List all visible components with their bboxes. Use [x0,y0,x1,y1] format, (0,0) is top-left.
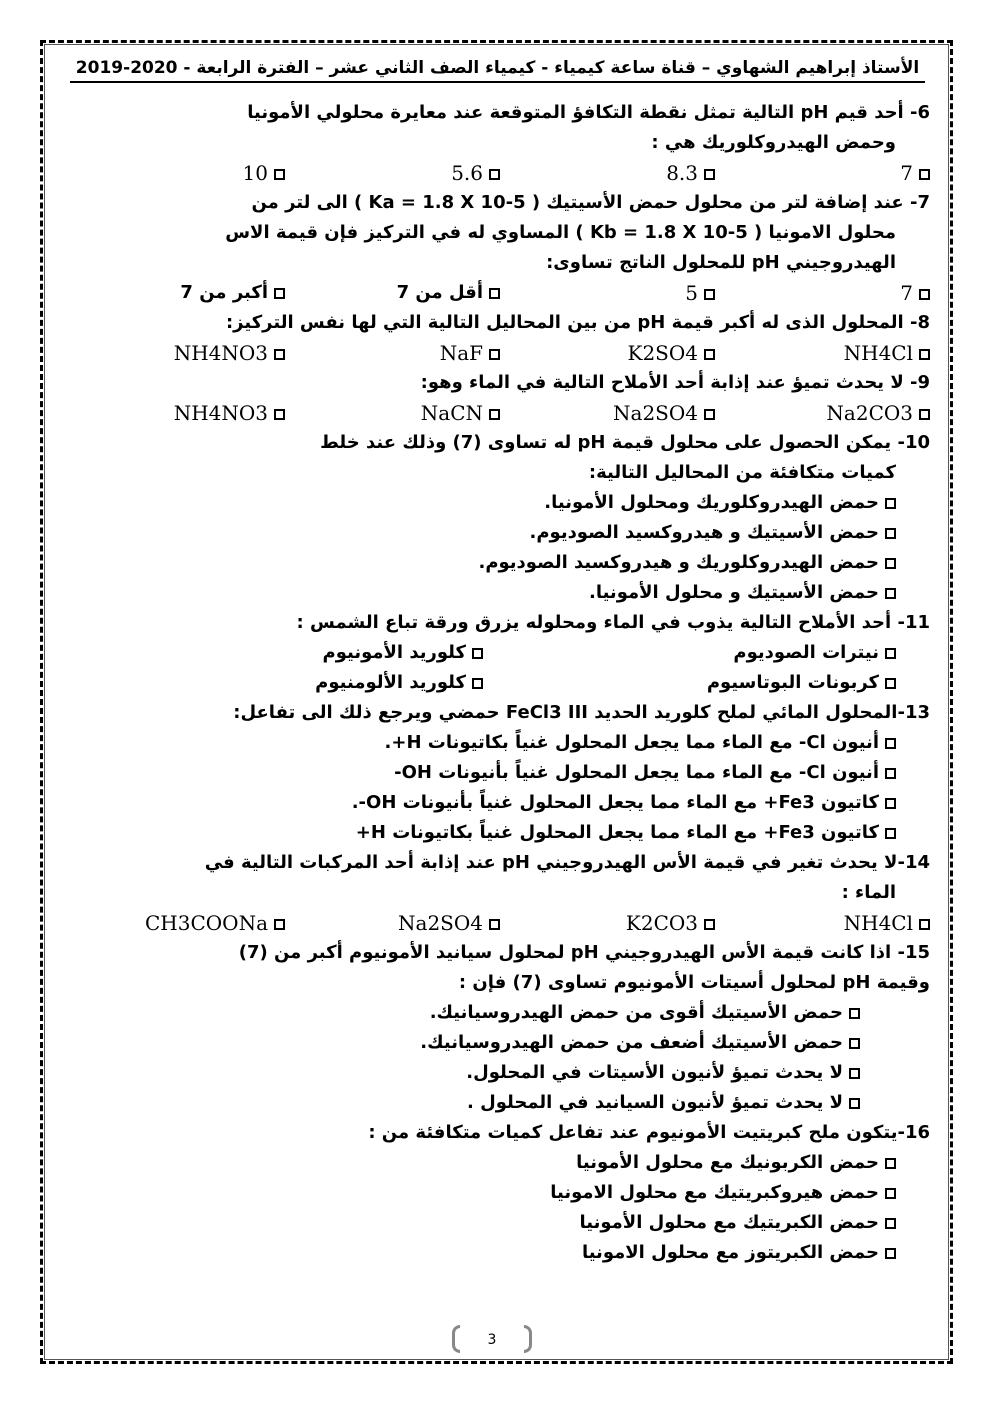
q6-option[interactable]: 10 [70,158,285,188]
q10-option[interactable]: حمض الأسيتيك و محلول الأمونيا. [70,578,930,608]
q7-option[interactable]: 5 [500,278,715,308]
checkbox-icon[interactable] [919,919,930,930]
q13-option[interactable]: أنيون Cl- مع الماء مما يجعل المحلول غنياً بكاتيونات H+. [70,728,930,758]
q11-option[interactable]: كلوريد الأمونيوم [70,638,483,668]
q7-line3: الهيدروجيني pH للمحلول الناتج تساوى: [546,252,896,273]
q7-option[interactable]: أكبر من 7 [70,278,285,308]
q11-option[interactable]: كربونات البوتاسيوم [483,668,896,698]
checkbox-icon[interactable] [849,1068,860,1079]
q9-options [70,398,930,428]
q16-option[interactable]: حمض الكبريتيك مع محلول الأمونيا [70,1208,930,1238]
q7-line1: 7- عند إضافة لتر من محلول حمض الأسيتيك ( Ka = 1.8 X 10-5 ) الى لتر من [251,192,930,213]
q14-option[interactable]: CH3COONa [70,908,285,938]
checkbox-icon[interactable] [274,409,285,420]
q8-option[interactable]: K2SO4 [500,338,715,368]
q15-option[interactable]: لا يحدث تميؤ لأنيون الأسيتات في المحلول. [70,1058,930,1088]
checkbox-icon[interactable] [472,648,483,659]
q16-option[interactable]: حمض الكربونيك مع محلول الأمونيا [70,1148,930,1178]
q6-line2: وحمض الهيدروكلوريك هي : [651,132,896,153]
checkbox-icon[interactable] [274,349,285,360]
checkbox-icon[interactable] [704,169,715,180]
q10-option[interactable]: حمض الأسيتيك و هيدروكسيد الصوديوم. [70,518,930,548]
q10-option[interactable]: حمض الهيدروكلوريك ومحلول الأمونيا. [70,488,930,518]
checkbox-icon[interactable] [919,409,930,420]
q14-option[interactable]: K2CO3 [500,908,715,938]
q15-option[interactable]: حمض الأسيتيك أقوى من حمض الهيدروسيانيك. [70,998,930,1028]
checkbox-icon[interactable] [849,1038,860,1049]
q8-options [70,338,930,368]
checkbox-icon[interactable] [885,678,896,689]
q11-line1: 11- أحد الأملاح التالية يذوب في الماء ومحلوله يزرق ورقة تباع الشمس : [296,612,930,633]
q6-option[interactable]: 8.3 [500,158,715,188]
checkbox-icon[interactable] [885,528,896,539]
checkbox-icon[interactable] [704,289,715,300]
q8-line1: 8- المحلول الذى له أكبر قيمة pH من بين المحاليل التالية التي لها نفس التركيز: [225,312,930,333]
checkbox-icon[interactable] [704,349,715,360]
q11-option[interactable]: نيترات الصوديوم [483,638,896,668]
q10-option[interactable]: حمض الهيدروكلوريك و هيدروكسيد الصوديوم. [70,548,930,578]
checkbox-icon[interactable] [472,678,483,689]
q7-options [70,278,930,308]
q15-line2: وقيمة pH لمحلول أسيتات الأمونيوم تساوى (7) فإن : [458,972,930,993]
q10-line2: كميات متكافئة من المحاليل التالية: [588,462,896,483]
q16-line1: 16-يتكون ملح كبريتيت الأمونيوم عند تفاعل كميات متكافئة من : [368,1122,930,1143]
q14-option[interactable]: NH4Cl [715,908,930,938]
q11-options-row1 [70,638,930,668]
q13-option[interactable]: كاتيون Fe3+ مع الماء مما يجعل المحلول غنياً بكاتيونات H+ [70,818,930,848]
q14-option[interactable]: Na2SO4 [285,908,500,938]
checkbox-icon[interactable] [849,1008,860,1019]
q8-option[interactable]: NH4Cl [715,338,930,368]
q9-option[interactable]: NaCN [285,398,500,428]
q15-option[interactable]: حمض الأسيتيك أضعف من حمض الهيدروسيانيك. [70,1028,930,1058]
checkbox-icon[interactable] [885,1158,896,1169]
questions [70,98,930,1268]
q7-option[interactable]: 7 [715,278,930,308]
checkbox-icon[interactable] [885,498,896,509]
q11-option[interactable]: كلوريد الألومنيوم [70,668,483,698]
checkbox-icon[interactable] [885,558,896,569]
q14-line2: الماء : [841,882,896,903]
q7-option[interactable]: أقل من 7 [285,278,500,308]
q11-options-row2 [70,668,930,698]
bracket-left-icon [452,1325,460,1353]
checkbox-icon[interactable] [919,289,930,300]
q16-option[interactable]: حمض هيروكبريتيك مع محلول الامونيا [70,1178,930,1208]
q8-option[interactable]: NaF [285,338,500,368]
checkbox-icon[interactable] [849,1098,860,1109]
checkbox-icon[interactable] [489,169,500,180]
checkbox-icon[interactable] [919,169,930,180]
checkbox-icon[interactable] [274,288,285,299]
q6-line1: 6- أحد قيم pH التالية تمثل نقطة التكافؤ المتوقعة عند معايرة محلولي الأمونيا [247,102,930,123]
q8-option[interactable]: NH4NO3 [70,338,285,368]
q14-options [70,908,930,938]
checkbox-icon[interactable] [885,588,896,599]
checkbox-icon[interactable] [885,768,896,779]
checkbox-icon[interactable] [885,648,896,659]
q13-option[interactable]: كاتيون Fe3+ مع الماء مما يجعل المحلول غنياً بأنيونات OH-. [70,788,930,818]
checkbox-icon[interactable] [489,919,500,930]
checkbox-icon[interactable] [919,349,930,360]
q16-option[interactable]: حمض الكبريتوز مع محلول الامونيا [70,1238,930,1268]
page-number: 3 [452,1325,532,1355]
q9-line1: 9- لا يحدث تميؤ عند إذابة أحد الأملاح التالية في الماء وهو: [420,372,930,393]
checkbox-icon[interactable] [489,409,500,420]
checkbox-icon[interactable] [885,1188,896,1199]
bracket-right-icon [524,1325,532,1353]
q10-line1: 10- يمكن الحصول على محلول قيمة pH له تساوى (7) وذلك عند خلط [320,432,930,453]
checkbox-icon[interactable] [274,919,285,930]
checkbox-icon[interactable] [885,738,896,749]
q9-option[interactable]: NH4NO3 [70,398,285,428]
checkbox-icon[interactable] [489,288,500,299]
checkbox-icon[interactable] [704,409,715,420]
q6-option[interactable]: 5.6 [285,158,500,188]
checkbox-icon[interactable] [885,798,896,809]
q15-line1: 15- اذا كانت قيمة الأس الهيدروجيني pH لمحلول سيانيد الأمونيوم أكبر من (7) [238,942,930,963]
q13-option[interactable]: أنيون Cl- مع الماء مما يجعل المحلول غنياً بأنيونات OH- [70,758,930,788]
checkbox-icon[interactable] [704,919,715,930]
checkbox-icon[interactable] [489,349,500,360]
q14-line1: 14-لا يحدث تغير في قيمة الأس الهيدروجيني pH عند إذابة أحد المركبات التالية في [204,852,930,873]
q13-line1: 13-المحلول المائي لملح كلوريد الحديد FeCl3 III حمضي ويرجع ذلك الى تفاعل: [233,702,930,723]
page-header: الأستاذ إبراهيم الشهاوي – قناة ساعة كيمياء - كيمياء الصف الثاني عشر – الفترة الرابعة - 2020-2019 [70,58,925,83]
checkbox-icon[interactable] [885,828,896,839]
checkbox-icon[interactable] [274,169,285,180]
q6-options [70,158,930,188]
q15-option[interactable]: لا يحدث تميؤ لأنيون السيانيد في المحلول . [70,1088,930,1118]
q7-line2: محلول الامونيا ( Kb = 1.8 X 10-5 ) المساوي له في التركيز فإن قيمة الاس [225,222,896,243]
q9-option[interactable]: Na2CO3 [715,398,930,428]
checkbox-icon[interactable] [885,1218,896,1229]
q9-option[interactable]: Na2SO4 [500,398,715,428]
q6-option[interactable]: 7 [715,158,930,188]
checkbox-icon[interactable] [885,1248,896,1259]
